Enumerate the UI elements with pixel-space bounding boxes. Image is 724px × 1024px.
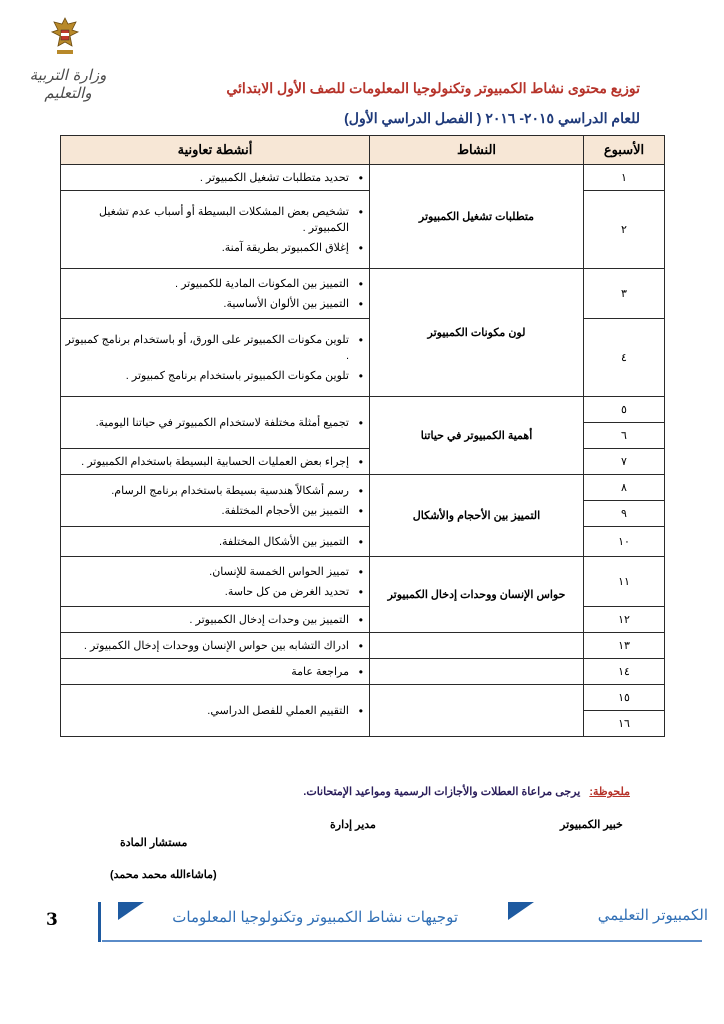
collaborative-cell xyxy=(61,685,370,737)
list-item: • إغلاق الكمبيوتر بطريقة آمنة. xyxy=(65,240,365,256)
list-item: • تجميع أمثلة مختلفة لاستخدام الكمبيوتر في حياتنا اليومية. xyxy=(65,415,365,431)
page-number: 3 xyxy=(46,910,58,930)
activity-cell: أهمية الكمبيوتر في حياتنا xyxy=(370,397,584,475)
ministry-logo-text: وزارة التربية والتعليم xyxy=(29,66,107,102)
week-cell: ٥ xyxy=(584,397,665,423)
week-cell: ١ xyxy=(584,165,665,191)
distribution-table xyxy=(60,135,665,737)
activity-cell: التمييز بين الأحجام والأشكال xyxy=(370,475,584,557)
table-row xyxy=(61,397,665,423)
collaborative-cell xyxy=(61,269,370,319)
list-item: • إجراء بعض العمليات الحسابية البسيطة باستخدام الكمبيوتر . xyxy=(65,454,365,470)
week-cell: ٧ xyxy=(584,449,665,475)
week-cell: ٩ xyxy=(584,501,665,527)
week-cell: ١٤ xyxy=(584,659,665,685)
collaborative-cell xyxy=(61,397,370,449)
collaborative-cell xyxy=(61,607,370,633)
collaborative-cell xyxy=(61,165,370,191)
list-item: • تحديد الغرض من كل حاسة. xyxy=(65,584,365,600)
week-cell: ٤ xyxy=(584,319,665,397)
collaborative-cell xyxy=(61,659,370,685)
collaborative-cell xyxy=(61,191,370,269)
week-cell: ١٦ xyxy=(584,711,665,737)
table-row xyxy=(61,633,665,659)
list-item: • التمييز بين وحدات إدخال الكمبيوتر . xyxy=(65,612,365,628)
signature-advisor: مستشار المادة xyxy=(120,837,188,849)
activity-cell: لون مكونات الكمبيوتر xyxy=(370,269,584,397)
signature-advisor-name: (ماشاءالله محمد محمد) xyxy=(110,869,217,881)
list-item: • مراجعة عامة xyxy=(65,664,365,680)
week-cell: ٣ xyxy=(584,269,665,319)
collaborative-cell xyxy=(61,319,370,397)
list-item: • تلوين مكونات الكمبيوتر باستخدام برنامج كمبيوتر . xyxy=(65,368,365,384)
table-header-row xyxy=(61,136,665,165)
header-activity: النشاط xyxy=(370,136,584,165)
footer-right-text: الكمبيوتر التعليمي xyxy=(597,907,708,924)
page-subtitle: للعام الدراسي ٢٠١٥- ٢٠١٦ ( الفصل الدراسي الأول) xyxy=(344,110,640,126)
list-item: • ادراك التشابه بين حواس الإنسان ووحدات إدخال الكمبيوتر . xyxy=(65,638,365,654)
week-cell: ٨ xyxy=(584,475,665,501)
collaborative-cell xyxy=(61,633,370,659)
list-item: • تمييز الحواس الخمسة للإنسان. xyxy=(65,564,365,580)
footer-corner-shape xyxy=(508,902,534,920)
collaborative-cell xyxy=(61,475,370,527)
note-label: ملحوظة: xyxy=(589,786,630,798)
footer-rule xyxy=(102,940,702,942)
table-row xyxy=(61,165,665,191)
table-row xyxy=(61,475,665,501)
week-cell: ١٢ xyxy=(584,607,665,633)
activity-cell: حواس الإنسان ووحدات إدخال الكمبيوتر xyxy=(370,557,584,633)
table-row xyxy=(61,557,665,607)
list-item: • التمييز بين الأشكال المختلفة. xyxy=(65,534,365,550)
table-row xyxy=(61,659,665,685)
week-cell: ١٠ xyxy=(584,527,665,557)
activity-cell: متطلبات تشغيل الكمبيوتر xyxy=(370,165,584,269)
week-cell: ٢ xyxy=(584,191,665,269)
note-text: يرجى مراعاة العطلات والأجازات الرسمية ومواعيد الإمتحانات. xyxy=(303,786,581,798)
week-cell: ١١ xyxy=(584,557,665,607)
activity-cell-empty xyxy=(370,659,584,685)
list-item: • التمييز بين الألوان الأساسية. xyxy=(65,296,365,312)
list-item: • تشخيص بعض المشكلات البسيطة أو أسباب عدم تشغيل الكمبيوتر . xyxy=(65,204,365,236)
list-item: • التقييم العملي للفصل الدراسي. xyxy=(65,703,365,719)
header-collaborative: أنشطة تعاونية xyxy=(61,136,370,165)
footer-divider xyxy=(98,902,101,942)
header-week: الأسبوع xyxy=(584,136,665,165)
list-item: • تحديد متطلبات تشغيل الكمبيوتر . xyxy=(65,170,365,186)
note xyxy=(150,785,630,798)
eagle-emblem-icon xyxy=(50,16,80,58)
activity-cell-empty xyxy=(370,633,584,659)
list-item: • رسم أشكالاً هندسية بسيطة باستخدام برنامج الرسام. xyxy=(65,483,365,499)
activity-cell-empty xyxy=(370,685,584,737)
page-footer xyxy=(38,900,710,950)
collaborative-cell xyxy=(61,449,370,475)
signature-director: مدير إدارة xyxy=(330,819,376,831)
week-cell: ٦ xyxy=(584,423,665,449)
footer-center-text: توجيهات نشاط الكمبيوتر وتكنولوجيا المعلومات xyxy=(172,909,458,926)
list-item: • التمييز بين المكونات المادية للكمبيوتر . xyxy=(65,276,365,292)
collaborative-cell xyxy=(61,557,370,607)
table-row xyxy=(61,269,665,319)
page-title: توزيع محتوى نشاط الكمبيوتر وتكنولوجيا المعلومات للصف الأول الابتدائي xyxy=(226,80,640,96)
list-item: • تلوين مكونات الكمبيوتر على الورق، أو باستخدام برنامج كمبيوتر . xyxy=(65,332,365,364)
signature-expert: خبير الكمبيوتر xyxy=(560,819,623,831)
week-cell: ١٣ xyxy=(584,633,665,659)
week-cell: ١٥ xyxy=(584,685,665,711)
collaborative-cell xyxy=(61,527,370,557)
table-row xyxy=(61,685,665,711)
list-item: • التمييز بين الأحجام المختلفة. xyxy=(65,503,365,519)
